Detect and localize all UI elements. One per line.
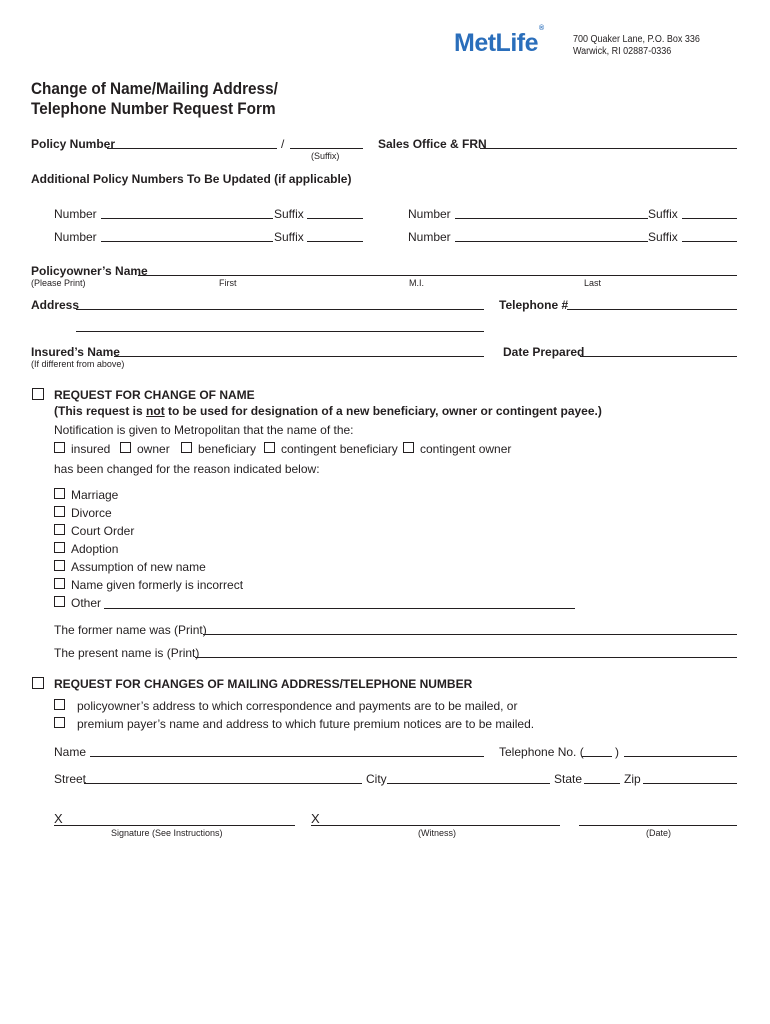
signature-caption: Signature (See Instructions) xyxy=(111,828,223,838)
insured-caption: (If different from above) xyxy=(31,359,125,369)
sales-office-label: Sales Office & FRN xyxy=(378,137,487,151)
option-policyowner-address-checkbox[interactable] xyxy=(54,699,65,710)
city-label: City xyxy=(366,772,387,786)
reason-divorce-label: Divorce xyxy=(71,506,112,520)
date-prepared-field[interactable] xyxy=(580,356,737,357)
city-field[interactable] xyxy=(387,783,550,784)
present-name-label: The present name is (Print) xyxy=(54,646,200,660)
telephone-field[interactable] xyxy=(567,309,737,310)
area-code-field[interactable] xyxy=(582,756,612,757)
suffix-caption: (Suffix) xyxy=(311,151,340,161)
role-contingent-beneficiary-label: contingent beneficiary xyxy=(281,442,398,456)
company-address-line1: 700 Quaker Lane, P.O. Box 336 xyxy=(573,34,700,45)
street-label: Street xyxy=(54,772,87,786)
note-prefix: (This request is xyxy=(54,404,147,418)
additional-suffix-field-3[interactable] xyxy=(307,241,363,242)
reason-marriage-checkbox[interactable] xyxy=(54,488,65,499)
role-insured-label: insured xyxy=(71,442,111,456)
telephone-close-paren: ) xyxy=(615,745,619,759)
witness-x-mark: X xyxy=(311,811,320,826)
present-name-field[interactable] xyxy=(195,657,737,658)
former-name-label: The former name was (Print) xyxy=(54,623,207,637)
policyowner-name-label: Policyowner’s Name xyxy=(31,264,148,278)
note-emphasis: not xyxy=(146,404,165,418)
additional-number-label: Number xyxy=(54,207,97,221)
signature-date-field[interactable] xyxy=(579,825,737,826)
state-label: State xyxy=(554,772,583,786)
metlife-logo xyxy=(454,24,544,58)
additional-suffix-field-4[interactable] xyxy=(682,241,737,242)
signature-x-mark: X xyxy=(54,811,63,826)
telephone-no-label: Telephone No. ( xyxy=(499,745,584,759)
reason-other-field[interactable] xyxy=(104,608,575,609)
option-policyowner-address-label: policyowner’s address to which correspondence and payments are to be mailed, or xyxy=(77,699,518,713)
option-premium-payer-checkbox[interactable] xyxy=(54,717,65,728)
reason-incorrect-label: Name given formerly is incorrect xyxy=(71,578,244,592)
mailing-name-label: Name xyxy=(54,745,87,759)
role-contingent-beneficiary-checkbox[interactable] xyxy=(264,442,275,453)
additional-number-field-1[interactable] xyxy=(101,218,273,219)
signature-field[interactable] xyxy=(54,825,295,826)
role-beneficiary-checkbox[interactable] xyxy=(181,442,192,453)
address-field-line2[interactable] xyxy=(76,331,484,332)
logo-text: MetLife xyxy=(454,29,538,57)
additional-policies-heading: Additional Policy Numbers To Be Updated (if applicable) xyxy=(31,172,352,186)
additional-suffix-label: Suffix xyxy=(274,230,304,244)
address-change-checkbox[interactable] xyxy=(32,677,44,689)
additional-number-label: Number xyxy=(408,230,451,244)
additional-number-field-3[interactable] xyxy=(101,241,273,242)
additional-number-field-4[interactable] xyxy=(455,241,648,242)
mailing-name-field[interactable] xyxy=(90,756,484,757)
role-owner-label: owner xyxy=(137,442,170,456)
additional-number-label: Number xyxy=(408,207,451,221)
insured-name-field[interactable] xyxy=(114,356,484,357)
additional-number-field-2[interactable] xyxy=(455,218,648,219)
policy-slash: / xyxy=(281,137,285,151)
witness-field[interactable] xyxy=(311,825,560,826)
street-field[interactable] xyxy=(84,783,362,784)
name-change-heading: REQUEST FOR CHANGE OF NAME xyxy=(54,388,255,402)
last-name-caption: Last xyxy=(584,278,602,288)
reason-court-order-label: Court Order xyxy=(71,524,135,538)
additional-suffix-label: Suffix xyxy=(648,230,678,244)
role-insured-checkbox[interactable] xyxy=(54,442,65,453)
additional-suffix-field-1[interactable] xyxy=(307,218,363,219)
reason-other-label: Other xyxy=(71,596,102,610)
zip-label: Zip xyxy=(624,772,641,786)
option-premium-payer-label: premium payer’s name and address to which future premium notices are to be mailed. xyxy=(77,717,535,731)
state-field[interactable] xyxy=(584,783,620,784)
reason-marriage-label: Marriage xyxy=(71,488,119,502)
zip-field[interactable] xyxy=(643,783,737,784)
form-title-line1: Change of Name/Mailing Address/ xyxy=(31,79,278,98)
role-contingent-owner-checkbox[interactable] xyxy=(403,442,414,453)
telephone-number-field[interactable] xyxy=(624,756,737,757)
reason-incorrect-checkbox[interactable] xyxy=(54,578,65,589)
policy-suffix-field[interactable] xyxy=(290,148,363,149)
first-name-caption: First xyxy=(219,278,237,288)
reason-intro: has been changed for the reason indicated below: xyxy=(54,462,320,476)
name-change-note xyxy=(54,404,602,418)
date-caption: (Date) xyxy=(646,828,672,838)
role-owner-checkbox[interactable] xyxy=(120,442,131,453)
form-title-line2: Telephone Number Request Form xyxy=(31,99,276,118)
role-beneficiary-label: beneficiary xyxy=(198,442,257,456)
telephone-label: Telephone # xyxy=(499,298,569,312)
sales-office-field[interactable] xyxy=(480,148,737,149)
additional-number-label: Number xyxy=(54,230,97,244)
note-suffix: to be used for designation of a new beneficiary, owner or contingent payee.) xyxy=(164,404,602,418)
policy-number-field[interactable] xyxy=(107,148,277,149)
reason-adoption-checkbox[interactable] xyxy=(54,542,65,553)
please-print-caption: (Please Print) xyxy=(31,278,86,288)
reason-assumption-label: Assumption of new name xyxy=(71,560,206,574)
witness-caption: (Witness) xyxy=(418,828,456,838)
address-field-line1[interactable] xyxy=(76,309,484,310)
insured-name-label: Insured’s Name xyxy=(31,345,120,359)
address-label: Address xyxy=(31,298,80,312)
name-change-checkbox[interactable] xyxy=(32,388,44,400)
reason-assumption-checkbox[interactable] xyxy=(54,560,65,571)
reason-other-checkbox[interactable] xyxy=(54,596,65,607)
address-change-heading: REQUEST FOR CHANGES OF MAILING ADDRESS/TELEPHONE NUMBER xyxy=(54,677,473,691)
middle-initial-caption: M.I. xyxy=(409,278,424,288)
policyowner-name-field[interactable] xyxy=(138,275,737,276)
additional-suffix-field-2[interactable] xyxy=(682,218,737,219)
role-contingent-owner-label: contingent owner xyxy=(420,442,512,456)
reason-divorce-checkbox[interactable] xyxy=(54,506,65,517)
registered-mark: ® xyxy=(539,24,544,32)
company-address-line2: Warwick, RI 02887-0336 xyxy=(573,46,672,57)
additional-suffix-label: Suffix xyxy=(648,207,678,221)
policy-number-label: Policy Number xyxy=(31,137,116,151)
notification-text: Notification is given to Metropolitan that the name of the: xyxy=(54,423,354,437)
date-prepared-label: Date Prepared xyxy=(503,345,585,359)
reason-adoption-label: Adoption xyxy=(71,542,119,556)
former-name-field[interactable] xyxy=(203,634,737,635)
reason-court-order-checkbox[interactable] xyxy=(54,524,65,535)
additional-suffix-label: Suffix xyxy=(274,207,304,221)
